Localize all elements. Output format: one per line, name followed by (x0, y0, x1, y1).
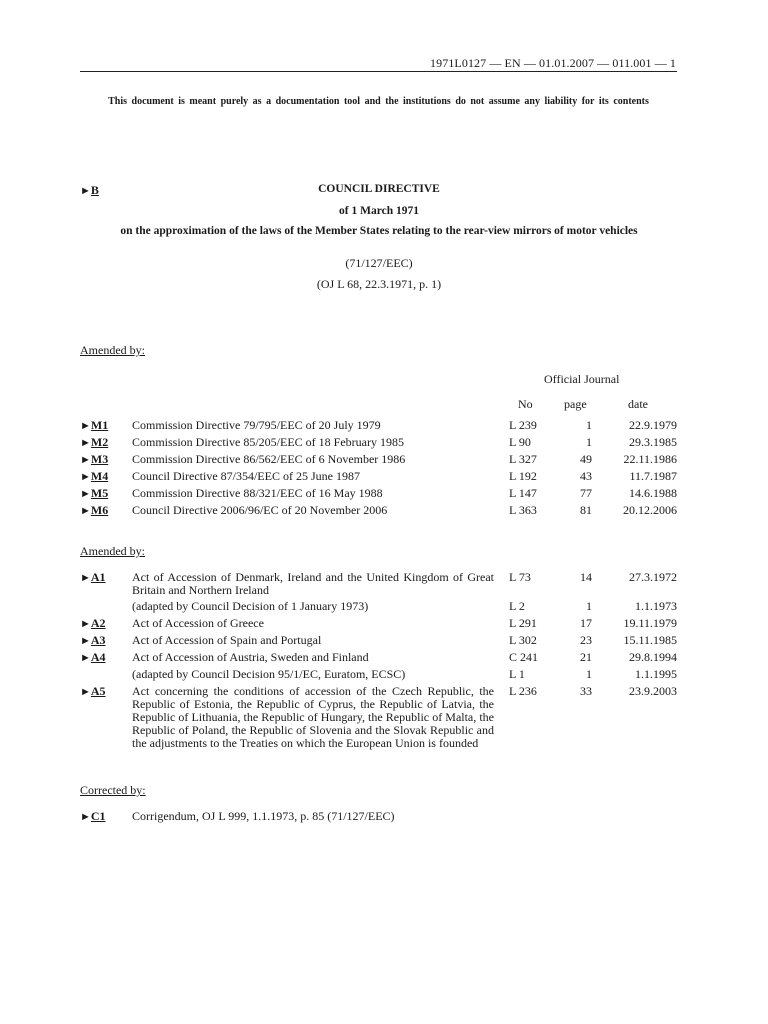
amendment-marker[interactable] (80, 487, 108, 501)
oj-date: 29.3.1985 (629, 435, 677, 449)
oj-date: 22.11.1986 (623, 452, 677, 466)
disclaimer: This document is meant purely as a documentation tool and the institutions do not assume any liability for its contents (108, 96, 649, 107)
accession-label: Amended by: (80, 544, 145, 558)
amendment-description: (adapted by Council Decision 95/1/EC, Euratom, ECSC) (132, 667, 406, 681)
arrow-right-icon: ► (80, 572, 91, 584)
oj-date: 14.6.1988 (629, 486, 677, 500)
amendment-marker[interactable] (80, 453, 108, 467)
amendment-marker[interactable] (80, 436, 108, 450)
amendment-description: Act of Accession of Greece (132, 616, 264, 630)
oj-page: 23 (580, 633, 592, 647)
amendment-code-link[interactable]: M4 (90, 469, 109, 483)
amendment-description: Corrigendum, OJ L 999, 1.1.1973, p. 85 (71/127/EEC) (132, 809, 395, 823)
oj-number: L 363 (509, 503, 537, 517)
oj-page: 77 (580, 486, 592, 500)
oj-number: L 1 (509, 667, 525, 681)
amendment-marker[interactable] (80, 571, 106, 585)
arrow-right-icon: ► (80, 471, 91, 483)
amendment-code-link[interactable]: A3 (90, 633, 106, 647)
amendment-marker[interactable] (80, 634, 106, 648)
amendment-description: Commission Directive 88/321/EEC of 16 May 1988 (132, 486, 383, 500)
oj-date: 19.11.1979 (623, 616, 677, 630)
arrow-right-icon: ► (80, 652, 91, 664)
amendment-description: Act of Accession of Spain and Portugal (132, 633, 322, 647)
document-reference: 1971L0127 — EN — 01.01.2007 — 011.001 — 1 (430, 56, 676, 70)
oj-number: L 2 (509, 599, 525, 613)
amendment-description: Act concerning the conditions of accession of the Czech Republic, the Republic of Estonia, the Republic of Cyprus, the Republic of Latvia, the Republic of Lithuania, the Republic of Hungary, the Republic of Malta, the Republic of Poland, the Republic of Slovenia and the Slovak Republic and the adjustments to the Treaties on which the European Union is founded (132, 684, 494, 750)
amendment-description: (adapted by Council Decision of 1 January 1973) (132, 599, 369, 613)
amendment-marker[interactable] (80, 685, 106, 699)
arrow-right-icon: ► (80, 454, 91, 466)
arrow-right-icon: ► (80, 811, 91, 823)
oj-page: 1 (586, 435, 592, 449)
amendment-code-link[interactable]: M1 (90, 418, 109, 432)
oj-page: 21 (580, 650, 592, 664)
amendment-code-link[interactable]: M2 (90, 435, 109, 449)
arrow-right-icon: ► (80, 686, 91, 698)
col-header-date: date (628, 397, 648, 411)
oj-page: 1 (586, 599, 592, 613)
amendment-code-link[interactable]: A4 (90, 650, 106, 664)
arrow-right-icon: ► (80, 185, 91, 197)
amendment-marker[interactable] (80, 651, 106, 665)
amendment-code-link[interactable]: C1 (90, 809, 106, 823)
oj-number: L 192 (509, 469, 537, 483)
base-marker[interactable] (80, 183, 99, 198)
arrow-right-icon: ► (80, 420, 91, 432)
directive-date: of 1 March 1971 (339, 205, 419, 217)
directive-oj-ref: (OJ L 68, 22.3.1971, p. 1) (316, 277, 442, 291)
oj-number: L 327 (509, 452, 537, 466)
corrected-by-label: Corrected by: (80, 783, 146, 797)
oj-number: L 236 (509, 684, 537, 698)
oj-date: 23.9.2003 (629, 684, 677, 698)
oj-date: 1.1.1973 (635, 599, 677, 613)
amendment-code-link[interactable]: A5 (90, 684, 106, 698)
oj-date: 22.9.1979 (629, 418, 677, 432)
official-journal-heading: Official Journal (544, 372, 620, 386)
oj-date: 27.3.1972 (629, 570, 677, 584)
oj-number: C 241 (509, 650, 539, 664)
oj-page: 17 (580, 616, 592, 630)
amendment-description: Commission Directive 85/205/EEC of 18 February 1985 (132, 435, 404, 449)
oj-number: L 73 (509, 570, 531, 584)
oj-number: L 302 (509, 633, 537, 647)
directive-title: COUNCIL DIRECTIVE (318, 183, 440, 195)
amendment-description: Act of Accession of Denmark, Ireland and the United Kingdom of Great Britain and Northern Ireland (132, 570, 494, 597)
oj-page: 81 (580, 503, 592, 517)
amendment-description: Commission Directive 86/562/EEC of 6 November 1986 (132, 452, 406, 466)
oj-page: 14 (580, 570, 592, 584)
amendment-marker[interactable] (80, 810, 106, 824)
amendment-code-link[interactable]: M6 (90, 503, 109, 517)
amendment-marker[interactable] (80, 419, 108, 433)
arrow-right-icon: ► (80, 488, 91, 500)
amendment-marker[interactable] (80, 617, 106, 631)
amendment-marker[interactable] (80, 470, 108, 484)
arrow-right-icon: ► (80, 618, 91, 630)
oj-date: 20.12.2006 (623, 503, 677, 517)
col-header-no: No (518, 397, 533, 411)
oj-date: 11.7.1987 (629, 469, 677, 483)
oj-number: L 291 (509, 616, 537, 630)
arrow-right-icon: ► (80, 437, 91, 449)
oj-page: 49 (580, 452, 592, 466)
amendment-code-link[interactable]: M3 (90, 452, 109, 466)
oj-page: 1 (586, 667, 592, 681)
directive-subject: on the approximation of the laws of the Member States relating to the rear-view mirrors of motor vehicles (120, 225, 638, 237)
oj-page: 43 (580, 469, 592, 483)
header-rule (80, 71, 677, 72)
oj-date: 1.1.1995 (635, 667, 677, 681)
arrow-right-icon: ► (80, 505, 91, 517)
amendment-description: Act of Accession of Austria, Sweden and Finland (132, 650, 369, 664)
oj-number: L 239 (509, 418, 537, 432)
oj-page: 33 (580, 684, 592, 698)
arrow-right-icon: ► (80, 635, 91, 647)
amendment-description: Commission Directive 79/795/EEC of 20 July 1979 (132, 418, 381, 432)
amendment-code-link[interactable]: A1 (90, 570, 106, 584)
base-code-link[interactable]: B (90, 183, 99, 197)
amendment-marker[interactable] (80, 504, 108, 518)
oj-date: 15.11.1985 (623, 633, 677, 647)
amendment-description: Council Directive 2006/96/EC of 20 November 2006 (132, 503, 388, 517)
amendment-code-link[interactable]: A2 (90, 616, 106, 630)
amendment-description: Council Directive 87/354/EEC of 25 June 1987 (132, 469, 360, 483)
oj-number: L 90 (509, 435, 531, 449)
amended-by-label: Amended by: (80, 343, 145, 357)
col-header-page: page (564, 397, 587, 411)
oj-number: L 147 (509, 486, 537, 500)
amendment-code-link[interactable]: M5 (90, 486, 109, 500)
directive-number: (71/127/EEC) (345, 256, 413, 270)
oj-date: 29.8.1994 (629, 650, 677, 664)
oj-page: 1 (586, 418, 592, 432)
